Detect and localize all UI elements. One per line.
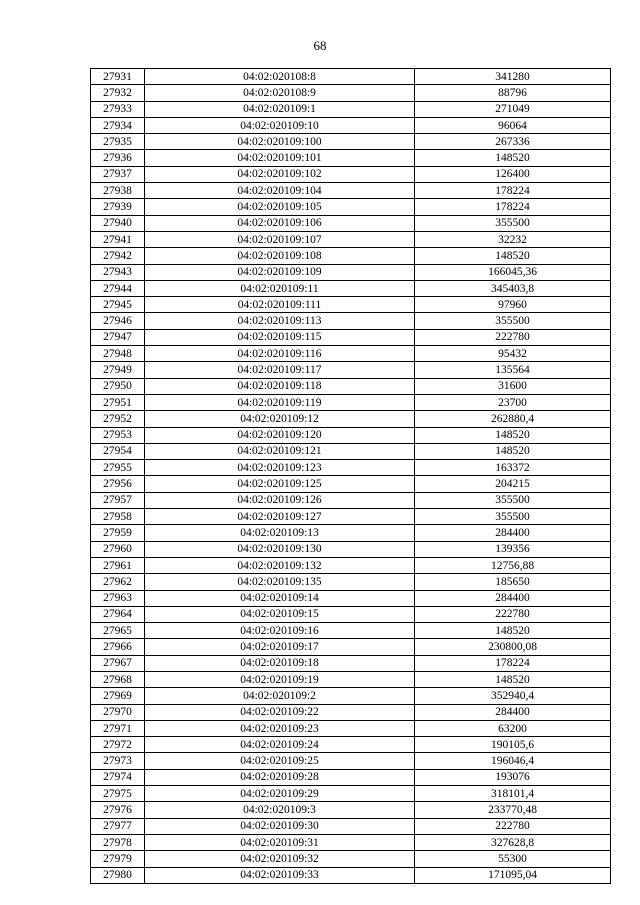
cadastral-number-cell: 04:02:020109:31 [145, 834, 415, 850]
value-cell: 318101,4 [415, 786, 611, 802]
row-number-cell: 27970 [91, 704, 145, 720]
row-number-cell: 27949 [91, 362, 145, 378]
table-row [91, 199, 611, 215]
row-number-cell: 27942 [91, 248, 145, 264]
value-cell: 271049 [415, 101, 611, 117]
cadastral-number-cell: 04:02:020109:15 [145, 606, 415, 622]
row-number-cell: 27960 [91, 541, 145, 557]
cadastral-number-cell: 04:02:020108:9 [145, 85, 415, 101]
table-row [91, 574, 611, 590]
value-cell: 222780 [415, 606, 611, 622]
value-cell: 178224 [415, 183, 611, 199]
table-row [91, 606, 611, 622]
row-number-cell: 27939 [91, 199, 145, 215]
cadastral-number-cell: 04:02:020109:108 [145, 248, 415, 264]
row-number-cell: 27977 [91, 818, 145, 834]
table-row [91, 346, 611, 362]
value-cell: 88796 [415, 85, 611, 101]
cadastral-number-cell: 04:02:020109:132 [145, 557, 415, 573]
cadastral-number-cell: 04:02:020109:13 [145, 525, 415, 541]
table-row [91, 362, 611, 378]
table-row [91, 737, 611, 753]
value-cell: 163372 [415, 460, 611, 476]
table-row [91, 818, 611, 834]
value-cell: 23700 [415, 394, 611, 410]
cadastral-number-cell: 04:02:020109:106 [145, 215, 415, 231]
cadastral-number-cell: 04:02:020109:115 [145, 329, 415, 345]
value-cell: 139356 [415, 541, 611, 557]
value-cell: 284400 [415, 525, 611, 541]
table-row [91, 166, 611, 182]
row-number-cell: 27971 [91, 720, 145, 736]
row-number-cell: 27950 [91, 378, 145, 394]
value-cell: 126400 [415, 166, 611, 182]
value-cell: 32232 [415, 231, 611, 247]
value-cell: 193076 [415, 769, 611, 785]
value-cell: 55300 [415, 851, 611, 867]
value-cell: 196046,4 [415, 753, 611, 769]
cadastral-number-cell: 04:02:020109:2 [145, 688, 415, 704]
table-row [91, 411, 611, 427]
table-row [91, 313, 611, 329]
table-row [91, 509, 611, 525]
table-row [91, 704, 611, 720]
table-row [91, 264, 611, 280]
value-cell: 345403,8 [415, 280, 611, 296]
cadastral-number-cell: 04:02:020109:30 [145, 818, 415, 834]
cadastral-number-cell: 04:02:020109:125 [145, 476, 415, 492]
value-cell: 284400 [415, 704, 611, 720]
table-row [91, 769, 611, 785]
cadastral-number-cell: 04:02:020109:33 [145, 867, 415, 883]
cadastral-number-cell: 04:02:020109:104 [145, 183, 415, 199]
cadastral-number-cell: 04:02:020109:126 [145, 492, 415, 508]
value-cell: 31600 [415, 378, 611, 394]
cadastral-number-cell: 04:02:020109:16 [145, 623, 415, 639]
row-number-cell: 27965 [91, 623, 145, 639]
value-cell: 63200 [415, 720, 611, 736]
row-number-cell: 27975 [91, 786, 145, 802]
row-number-cell: 27967 [91, 655, 145, 671]
table-row [91, 834, 611, 850]
value-cell: 352940,4 [415, 688, 611, 704]
cadastral-number-cell: 04:02:020109:120 [145, 427, 415, 443]
table-row [91, 329, 611, 345]
row-number-cell: 27961 [91, 557, 145, 573]
row-number-cell: 27952 [91, 411, 145, 427]
value-cell: 222780 [415, 818, 611, 834]
row-number-cell: 27946 [91, 313, 145, 329]
table-row [91, 851, 611, 867]
table-row [91, 753, 611, 769]
cadastral-number-cell: 04:02:020109:102 [145, 166, 415, 182]
value-cell: 96064 [415, 117, 611, 133]
row-number-cell: 27941 [91, 231, 145, 247]
cadastral-number-cell: 04:02:020109:121 [145, 443, 415, 459]
table-row [91, 590, 611, 606]
table-row [91, 688, 611, 704]
table-row [91, 394, 611, 410]
value-cell: 355500 [415, 492, 611, 508]
cadastral-number-cell: 04:02:020109:10 [145, 117, 415, 133]
row-number-cell: 27966 [91, 639, 145, 655]
row-number-cell: 27973 [91, 753, 145, 769]
cadastral-number-cell: 04:02:020109:18 [145, 655, 415, 671]
table-row [91, 85, 611, 101]
table-row [91, 671, 611, 687]
cadastral-number-cell: 04:02:020109:22 [145, 704, 415, 720]
table-row [91, 69, 611, 85]
value-cell: 178224 [415, 199, 611, 215]
value-cell: 355500 [415, 509, 611, 525]
row-number-cell: 27976 [91, 802, 145, 818]
value-cell: 12756,88 [415, 557, 611, 573]
cadastral-number-cell: 04:02:020109:3 [145, 802, 415, 818]
row-number-cell: 27953 [91, 427, 145, 443]
value-cell: 190105,6 [415, 737, 611, 753]
cadastral-number-cell: 04:02:020109:105 [145, 199, 415, 215]
row-number-cell: 27957 [91, 492, 145, 508]
table-row [91, 378, 611, 394]
table-row [91, 802, 611, 818]
cadastral-number-cell: 04:02:020109:100 [145, 134, 415, 150]
cadastral-number-cell: 04:02:020109:116 [145, 346, 415, 362]
cadastral-number-cell: 04:02:020109:135 [145, 574, 415, 590]
table-row [91, 720, 611, 736]
row-number-cell: 27979 [91, 851, 145, 867]
cadastral-number-cell: 04:02:020109:14 [145, 590, 415, 606]
value-cell: 148520 [415, 427, 611, 443]
value-cell: 95432 [415, 346, 611, 362]
table-row [91, 117, 611, 133]
cadastral-number-cell: 04:02:020109:17 [145, 639, 415, 655]
table-row [91, 215, 611, 231]
cadastral-number-cell: 04:02:020109:117 [145, 362, 415, 378]
table-row [91, 476, 611, 492]
table-row [91, 427, 611, 443]
table-row [91, 183, 611, 199]
value-cell: 267336 [415, 134, 611, 150]
row-number-cell: 27936 [91, 150, 145, 166]
cadastral-number-cell: 04:02:020109:1 [145, 101, 415, 117]
value-cell: 148520 [415, 623, 611, 639]
row-number-cell: 27940 [91, 215, 145, 231]
row-number-cell: 27962 [91, 574, 145, 590]
value-cell: 171095,04 [415, 867, 611, 883]
row-number-cell: 27933 [91, 101, 145, 117]
row-number-cell: 27964 [91, 606, 145, 622]
cadastral-number-cell: 04:02:020109:12 [145, 411, 415, 427]
cadastral-number-cell: 04:02:020109:123 [145, 460, 415, 476]
cadastral-number-cell: 04:02:020109:29 [145, 786, 415, 802]
table-row [91, 655, 611, 671]
row-number-cell: 27935 [91, 134, 145, 150]
row-number-cell: 27963 [91, 590, 145, 606]
table-row [91, 867, 611, 883]
table-row [91, 443, 611, 459]
table-row [91, 541, 611, 557]
cadastral-number-cell: 04:02:020109:127 [145, 509, 415, 525]
value-cell: 148520 [415, 671, 611, 687]
table-row [91, 231, 611, 247]
value-cell: 222780 [415, 329, 611, 345]
value-cell: 341280 [415, 69, 611, 85]
value-cell: 233770,48 [415, 802, 611, 818]
value-cell: 166045,36 [415, 264, 611, 280]
cadastral-number-cell: 04:02:020109:24 [145, 737, 415, 753]
value-cell: 148520 [415, 248, 611, 264]
cadastral-number-cell: 04:02:020109:32 [145, 851, 415, 867]
registry-table-body [91, 69, 611, 884]
cadastral-number-cell: 04:02:020109:118 [145, 378, 415, 394]
row-number-cell: 27954 [91, 443, 145, 459]
row-number-cell: 27968 [91, 671, 145, 687]
table-row [91, 280, 611, 296]
cadastral-number-cell: 04:02:020109:11 [145, 280, 415, 296]
row-number-cell: 27969 [91, 688, 145, 704]
table-row [91, 525, 611, 541]
table-row [91, 150, 611, 166]
row-number-cell: 27947 [91, 329, 145, 345]
row-number-cell: 27974 [91, 769, 145, 785]
table-row [91, 557, 611, 573]
cadastral-number-cell: 04:02:020109:19 [145, 671, 415, 687]
row-number-cell: 27972 [91, 737, 145, 753]
table-row [91, 786, 611, 802]
cadastral-number-cell: 04:02:020109:109 [145, 264, 415, 280]
value-cell: 135564 [415, 362, 611, 378]
row-number-cell: 27931 [91, 69, 145, 85]
row-number-cell: 27958 [91, 509, 145, 525]
row-number-cell: 27938 [91, 183, 145, 199]
row-number-cell: 27948 [91, 346, 145, 362]
registry-table [90, 68, 611, 884]
cadastral-number-cell: 04:02:020109:101 [145, 150, 415, 166]
cadastral-number-cell: 04:02:020109:25 [145, 753, 415, 769]
row-number-cell: 27934 [91, 117, 145, 133]
value-cell: 355500 [415, 313, 611, 329]
row-number-cell: 27944 [91, 280, 145, 296]
value-cell: 355500 [415, 215, 611, 231]
row-number-cell: 27956 [91, 476, 145, 492]
cadastral-number-cell: 04:02:020109:107 [145, 231, 415, 247]
row-number-cell: 27978 [91, 834, 145, 850]
value-cell: 178224 [415, 655, 611, 671]
value-cell: 262880,4 [415, 411, 611, 427]
cadastral-number-cell: 04:02:020109:23 [145, 720, 415, 736]
value-cell: 230800,08 [415, 639, 611, 655]
row-number-cell: 27955 [91, 460, 145, 476]
value-cell: 148520 [415, 150, 611, 166]
cadastral-number-cell: 04:02:020109:113 [145, 313, 415, 329]
row-number-cell: 27943 [91, 264, 145, 280]
table-row [91, 492, 611, 508]
row-number-cell: 27932 [91, 85, 145, 101]
row-number-cell: 27945 [91, 297, 145, 313]
table-row [91, 101, 611, 117]
cadastral-number-cell: 04:02:020109:28 [145, 769, 415, 785]
row-number-cell: 27980 [91, 867, 145, 883]
value-cell: 97960 [415, 297, 611, 313]
row-number-cell: 27937 [91, 166, 145, 182]
cadastral-number-cell: 04:02:020109:119 [145, 394, 415, 410]
table-row [91, 623, 611, 639]
page-number: 68 [313, 38, 327, 53]
value-cell: 327628,8 [415, 834, 611, 850]
row-number-cell: 27951 [91, 394, 145, 410]
value-cell: 284400 [415, 590, 611, 606]
value-cell: 185650 [415, 574, 611, 590]
cadastral-number-cell: 04:02:020109:111 [145, 297, 415, 313]
value-cell: 204215 [415, 476, 611, 492]
table-row [91, 134, 611, 150]
table-row [91, 639, 611, 655]
cadastral-number-cell: 04:02:020109:130 [145, 541, 415, 557]
row-number-cell: 27959 [91, 525, 145, 541]
cadastral-number-cell: 04:02:020108:8 [145, 69, 415, 85]
value-cell: 148520 [415, 443, 611, 459]
table-row [91, 297, 611, 313]
table-row [91, 248, 611, 264]
table-row [91, 460, 611, 476]
